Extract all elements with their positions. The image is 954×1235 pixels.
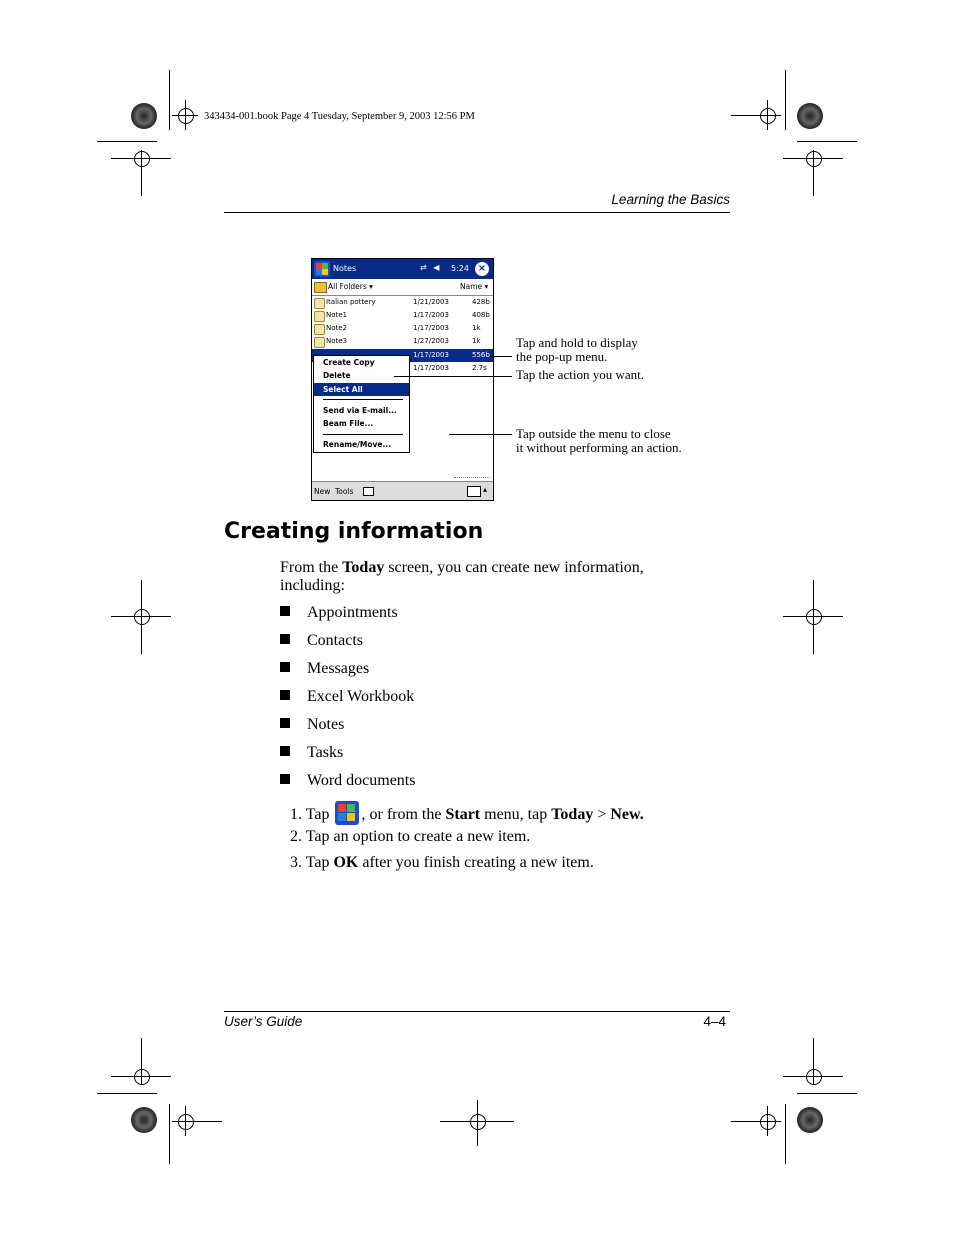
crop-line	[813, 1038, 814, 1084]
intro-paragraph	[280, 559, 700, 595]
crosshair-icon	[470, 1114, 486, 1130]
crop-line	[767, 100, 768, 130]
note-size: 1k	[472, 324, 481, 332]
crop-line	[797, 1093, 857, 1094]
step-text: Tap an option to create a new item.	[305, 828, 531, 845]
note-name: Italian pottery	[326, 298, 376, 306]
sort-label: Name	[460, 282, 483, 291]
crosshair-icon	[134, 1069, 150, 1085]
callout-leader	[394, 376, 512, 377]
recording-icon[interactable]	[363, 487, 374, 496]
crop-line	[185, 100, 186, 130]
callout-leader	[490, 356, 512, 357]
registration-circle-icon	[131, 103, 157, 129]
menu-item-delete[interactable]: Delete	[323, 371, 351, 380]
new-menu[interactable]: New	[314, 487, 331, 496]
registration-circle-icon	[797, 1107, 823, 1133]
callout-line: the pop-up menu.	[516, 349, 608, 364]
crosshair-icon	[134, 151, 150, 167]
crop-line	[169, 70, 170, 130]
registration-circle-icon	[797, 103, 823, 129]
step-2	[290, 828, 530, 846]
crop-line	[169, 1104, 170, 1164]
crop-line	[141, 1038, 142, 1084]
note-date: 1/17/2003	[413, 351, 449, 359]
print-slug: 343434-001.book Page 4 Tuesday, September 9, 2003 12:56 PM	[204, 111, 475, 122]
step-text: >	[593, 806, 611, 823]
list-item	[280, 772, 415, 790]
crop-line	[97, 141, 157, 142]
callout-tap-hold	[516, 336, 638, 364]
note-name: Note2	[326, 324, 348, 332]
sort-dropdown[interactable]: Name ▾	[460, 282, 489, 291]
menu-item-create-copy[interactable]: Create Copy	[323, 358, 375, 367]
close-icon[interactable]: ×	[475, 262, 489, 276]
crop-line	[783, 158, 843, 159]
crop-line	[97, 1093, 157, 1094]
note-icon	[314, 298, 325, 309]
crop-line	[172, 1121, 222, 1122]
footer-guide: User’s Guide	[224, 1014, 303, 1029]
header-rule	[224, 212, 730, 213]
list-item-text: Appointments	[307, 604, 398, 621]
crop-line	[785, 1104, 786, 1164]
section-heading: Creating information	[224, 519, 484, 544]
pda-app-title: Notes	[333, 264, 357, 273]
crop-line	[785, 70, 786, 130]
crop-line	[141, 580, 142, 654]
crosshair-icon	[760, 1114, 776, 1130]
step-text: menu, tap	[480, 806, 552, 823]
connectivity-volume-icon[interactable]: ⇄ ◀	[420, 263, 442, 272]
popup-menu	[313, 355, 410, 453]
crosshair-icon	[806, 151, 822, 167]
windows-start-icon	[335, 801, 359, 825]
note-row[interactable]	[312, 322, 493, 335]
crosshair-icon	[760, 108, 776, 124]
note-size: 2.7s	[472, 364, 487, 372]
pda-screenshot	[311, 258, 494, 501]
step-3	[290, 854, 594, 872]
bullet-square-icon	[280, 634, 290, 644]
list-item-text: Word documents	[307, 772, 416, 789]
note-size: 428b	[472, 298, 490, 306]
step-number: 1.	[290, 806, 302, 823]
step-bold: Start	[445, 806, 481, 823]
menu-separator	[323, 434, 403, 435]
note-icon	[314, 324, 325, 335]
step-bold: Today	[551, 806, 594, 823]
bullet-square-icon	[280, 746, 290, 756]
footer-rule	[224, 1011, 730, 1012]
crosshair-icon	[806, 1069, 822, 1085]
running-header: Learning the Basics	[611, 192, 730, 207]
step-bold: New.	[610, 806, 644, 823]
input-selector-arrow-icon[interactable]: ▴	[483, 485, 488, 494]
step-number: 3.	[290, 854, 302, 871]
list-item-text: Excel Workbook	[307, 688, 415, 705]
windows-start-icon[interactable]	[314, 261, 330, 277]
callout-tap-action: Tap the action you want.	[516, 367, 644, 382]
note-name: Note3	[326, 337, 348, 345]
crop-line	[813, 580, 814, 654]
note-date: 1/21/2003	[413, 298, 449, 306]
list-item	[280, 604, 398, 622]
note-date: 1/27/2003	[413, 337, 449, 345]
step-text: after you finish creating a new item.	[358, 854, 594, 871]
callout-line: Tap outside the menu to close	[516, 426, 671, 441]
note-size: 556b	[472, 351, 490, 359]
folder-icon	[314, 282, 327, 293]
step-text: Tap	[305, 806, 334, 823]
crop-line	[767, 1106, 768, 1136]
crop-line	[731, 115, 781, 116]
folder-dropdown[interactable]: All Folders ▾	[328, 282, 373, 291]
dotted-divider	[454, 477, 490, 478]
crosshair-icon	[178, 108, 194, 124]
list-item-text: Messages	[307, 660, 370, 677]
pda-clock[interactable]: 5:24	[451, 264, 469, 273]
step-text: Tap	[305, 854, 334, 871]
crop-line	[111, 158, 171, 159]
callout-line: Tap and hold to display	[516, 335, 638, 350]
note-row[interactable]	[312, 309, 493, 322]
tools-menu[interactable]: Tools	[335, 487, 354, 496]
step-text: , or from the	[361, 806, 446, 823]
note-icon	[314, 337, 325, 348]
folder-bar	[312, 279, 493, 296]
menu-separator	[323, 399, 403, 400]
bullet-square-icon	[280, 606, 290, 616]
list-item	[280, 632, 363, 650]
crop-line	[797, 141, 857, 142]
pda-title-bar	[312, 259, 493, 279]
bullet-square-icon	[280, 662, 290, 672]
intro-text: From the	[280, 559, 343, 576]
footer-page-number: 4–4	[703, 1014, 726, 1029]
note-name: Note1	[326, 311, 348, 319]
list-item-text: Notes	[307, 716, 345, 733]
bullet-square-icon	[280, 774, 290, 784]
note-size: 1k	[472, 337, 481, 345]
menu-item-beam-file[interactable]: Beam File...	[323, 419, 374, 428]
step-1	[290, 801, 644, 825]
list-item-text: Contacts	[307, 632, 363, 649]
crop-line	[731, 1121, 781, 1122]
note-date: 1/17/2003	[413, 324, 449, 332]
callout-tap-outside	[516, 427, 682, 455]
list-item	[280, 660, 369, 678]
note-date: 1/17/2003	[413, 311, 449, 319]
note-row[interactable]	[312, 335, 493, 348]
menu-item-select-all[interactable]: Select All	[314, 383, 409, 396]
folder-label: All Folders	[328, 282, 367, 291]
list-item	[280, 688, 414, 706]
intro-text: screen, you can create new information, including:	[280, 559, 644, 594]
keyboard-icon[interactable]	[467, 486, 481, 497]
bullet-square-icon	[280, 690, 290, 700]
registration-circle-icon	[131, 1107, 157, 1133]
callout-line: it without performing an action.	[516, 440, 682, 455]
crosshair-icon	[178, 1114, 194, 1130]
step-number: 2.	[290, 828, 302, 845]
intro-bold: Today	[342, 559, 385, 576]
menu-item-rename-move[interactable]: Rename/Move...	[323, 440, 392, 449]
crop-line	[477, 1100, 478, 1146]
command-bar	[312, 481, 493, 501]
menu-item-send-email[interactable]: Send via E-mail...	[323, 406, 397, 415]
crosshair-icon	[806, 609, 822, 625]
note-size: 408b	[472, 311, 490, 319]
list-item	[280, 716, 344, 734]
note-icon	[314, 311, 325, 322]
step-bold: OK	[333, 854, 359, 871]
crop-line	[185, 1106, 186, 1136]
crosshair-icon	[134, 609, 150, 625]
note-row[interactable]	[312, 296, 493, 309]
note-date: 1/17/2003	[413, 364, 449, 372]
bullet-square-icon	[280, 718, 290, 728]
list-item-text: Tasks	[307, 744, 344, 761]
list-item	[280, 744, 343, 762]
callout-leader	[449, 434, 512, 435]
